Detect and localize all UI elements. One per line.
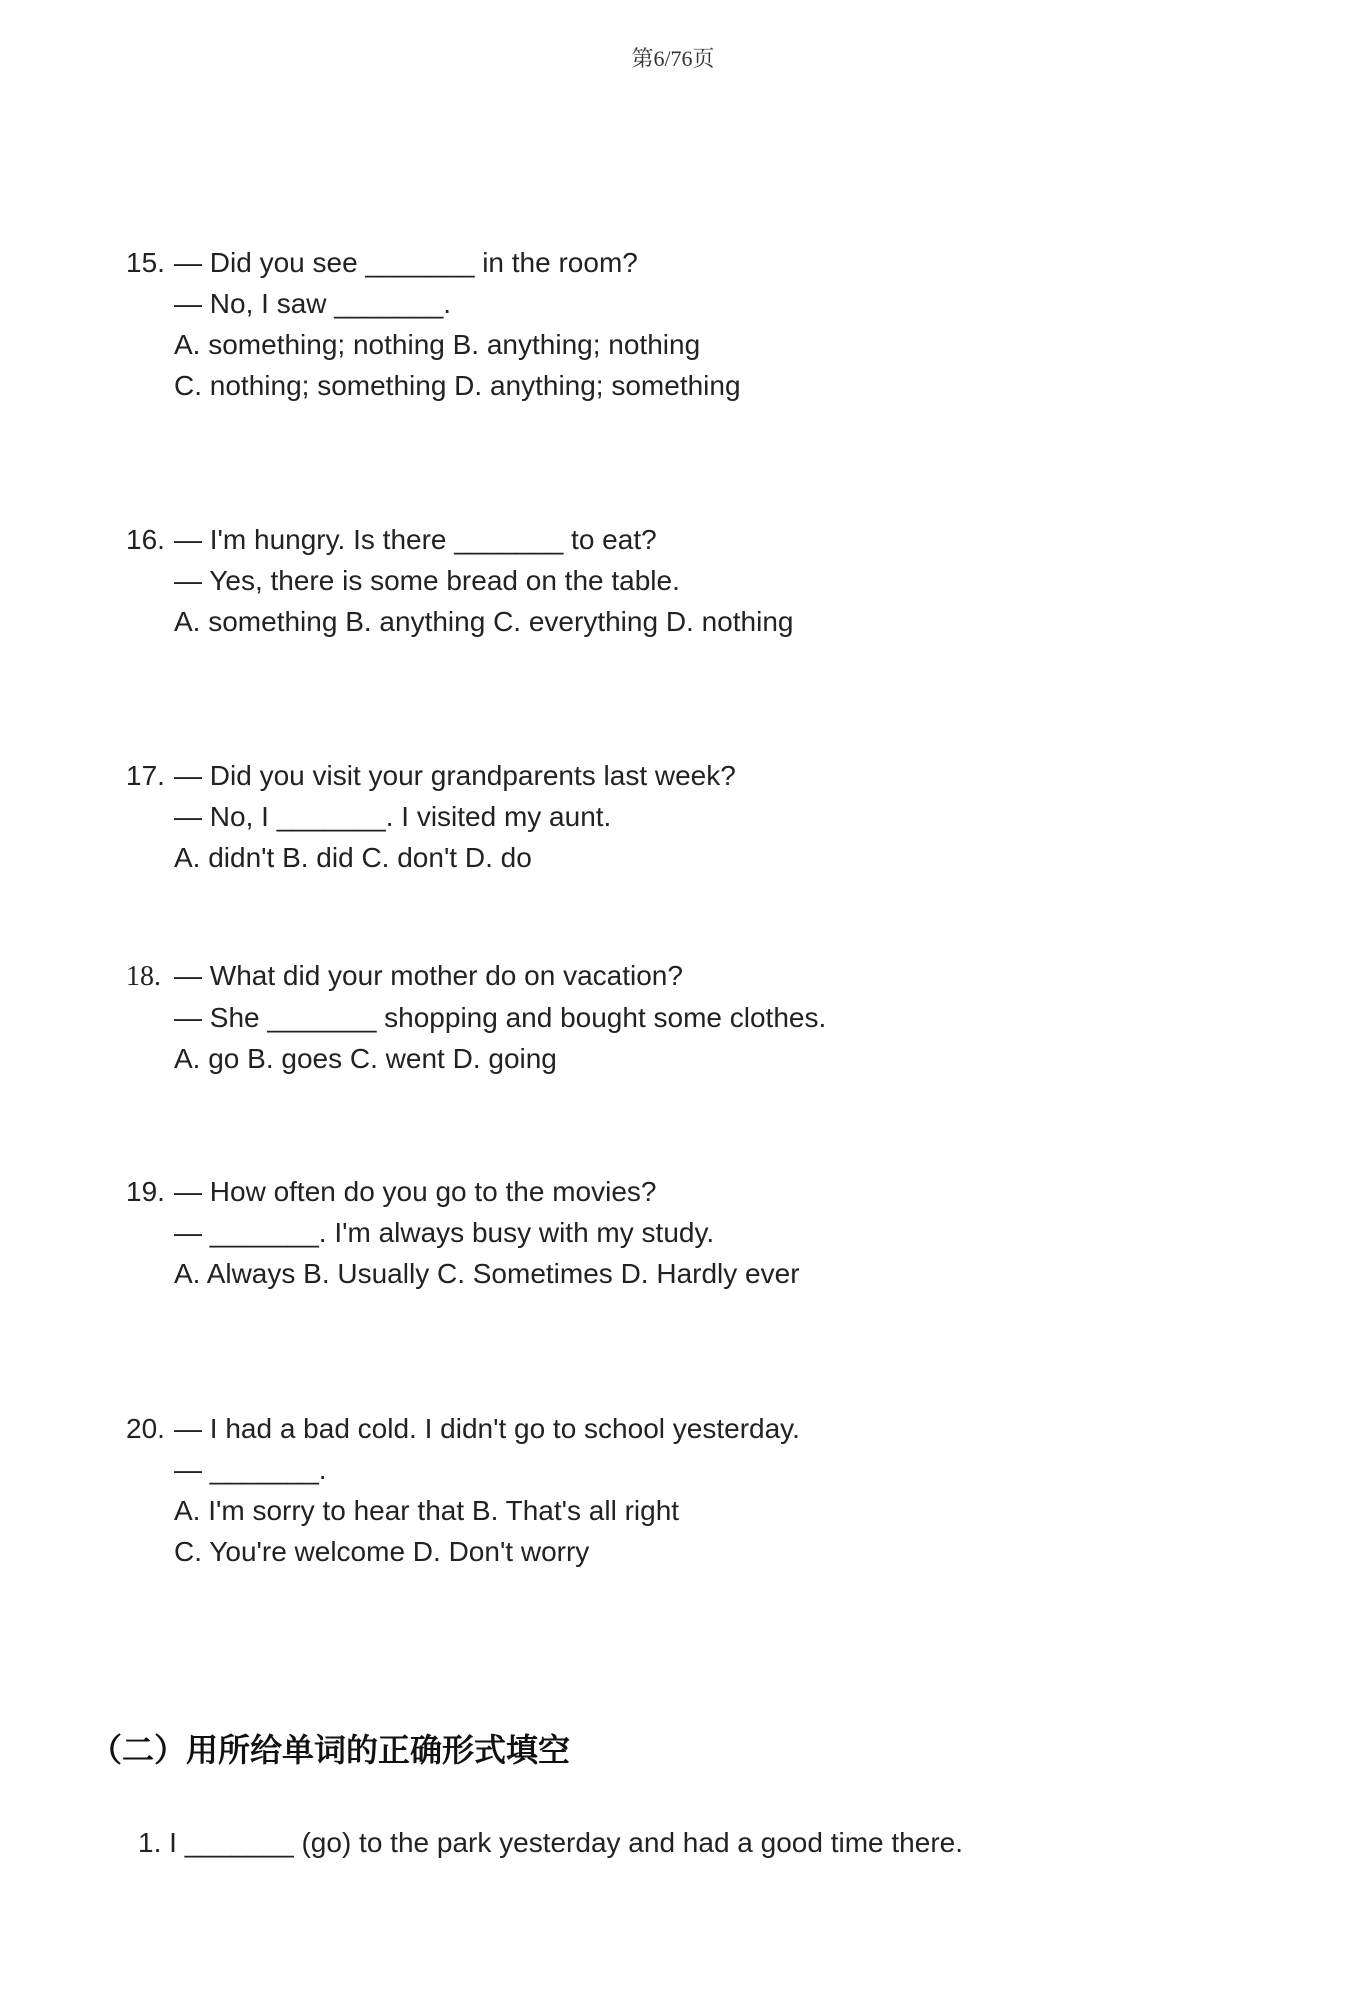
answer-options: A. something; nothing B. anything; nothing xyxy=(174,329,701,360)
question-prompt: — How often do you go to the movies? xyxy=(174,1176,657,1207)
question-prompt: — Did you see _______ in the room? xyxy=(174,247,638,278)
question-number: 20. xyxy=(126,1413,165,1444)
question-prompt: — I'm hungry. Is there _______ to eat? xyxy=(174,524,657,555)
question-number: 18. xyxy=(126,961,161,992)
question-response: — No, I _______. I visited my aunt. xyxy=(174,801,612,832)
question-17 xyxy=(126,755,736,878)
answer-options: A. I'm sorry to hear that B. That's all right xyxy=(174,1495,680,1526)
answer-options: A. Always B. Usually C. Sometimes D. Hardly ever xyxy=(174,1258,800,1289)
question-number: 15. xyxy=(126,247,165,278)
question-response: — She _______ shopping and bought some clothes. xyxy=(174,1002,827,1033)
question-18 xyxy=(126,955,826,1079)
page-number: 第6/76页 xyxy=(631,46,715,71)
fill-in-item-1: 1. I _______ (go) to the park yesterday and had a good time there. xyxy=(138,1827,963,1858)
answer-options: A. something B. anything C. everything D. nothing xyxy=(174,606,794,637)
question-prompt: — What did your mother do on vacation? xyxy=(174,960,683,991)
question-16 xyxy=(126,519,793,642)
question-19 xyxy=(126,1171,800,1294)
answer-options: C. You're welcome D. Don't worry xyxy=(174,1536,590,1567)
question-response: — Yes, there is some bread on the table. xyxy=(174,565,680,596)
question-20 xyxy=(126,1408,800,1572)
question-number: 17. xyxy=(126,760,165,791)
question-number: 16. xyxy=(126,524,165,555)
question-prompt: — I had a bad cold. I didn't go to school yesterday. xyxy=(174,1413,800,1444)
question-15 xyxy=(126,242,741,406)
question-response: — No, I saw _______. xyxy=(174,288,452,319)
question-response: — _______. xyxy=(174,1454,327,1485)
answer-options: C. nothing; something D. anything; something xyxy=(174,370,741,401)
question-prompt: — Did you visit your grandparents last week? xyxy=(174,760,736,791)
answer-options: A. go B. goes C. went D. going xyxy=(174,1043,557,1074)
question-number: 19. xyxy=(126,1176,165,1207)
answer-options: A. didn't B. did C. don't D. do xyxy=(174,842,532,873)
section-title: （二）用所给单词的正确形式填空 xyxy=(90,1731,571,1769)
question-response: — _______. I'm always busy with my study. xyxy=(174,1217,715,1248)
